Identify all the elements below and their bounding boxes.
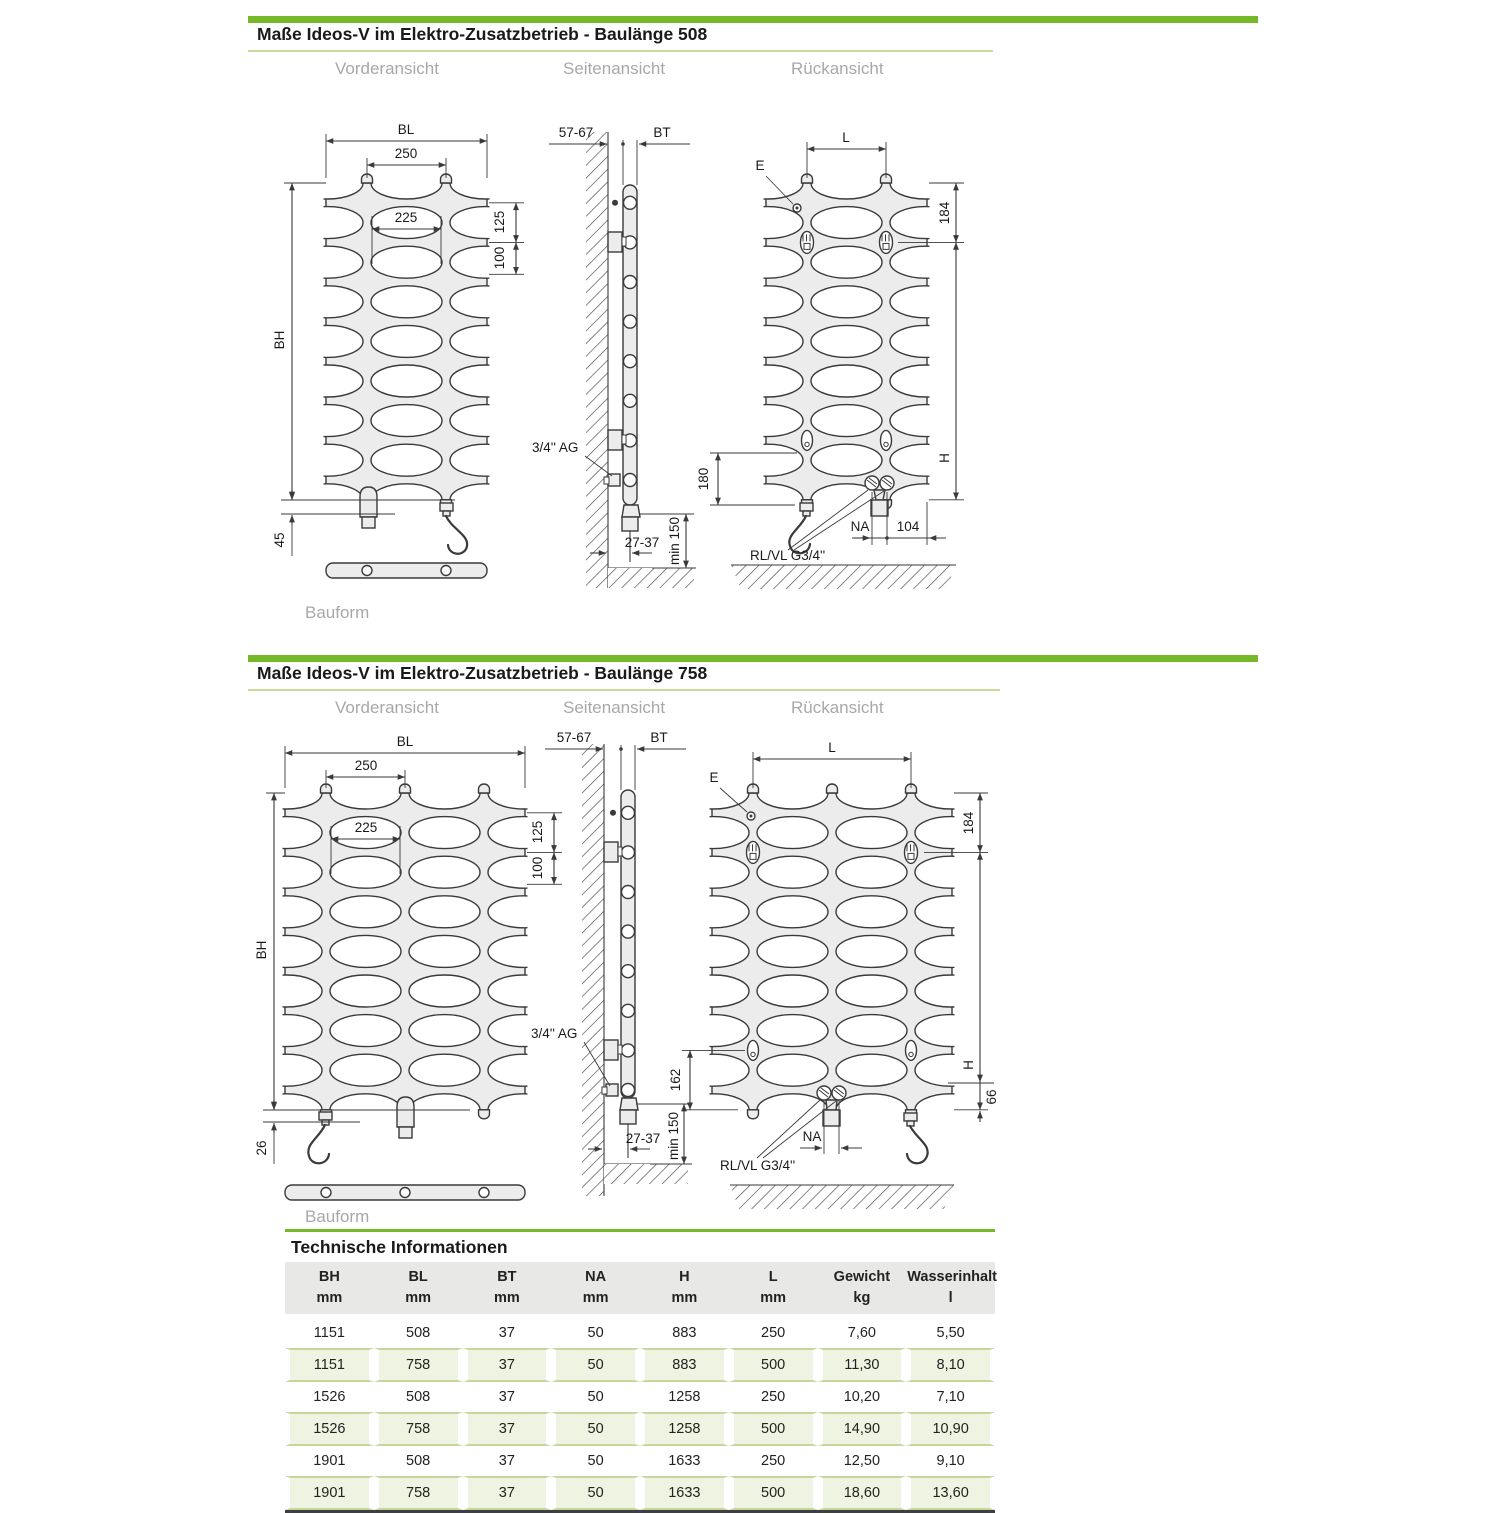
dim-min150: min 150	[667, 516, 682, 566]
table-cell: 883	[640, 1348, 729, 1382]
heating-element-base	[362, 517, 375, 528]
view-label-side-758: Seitenansicht	[563, 698, 666, 717]
valve-circle	[880, 476, 894, 490]
section-divider-508	[248, 50, 993, 52]
side-view-508	[532, 125, 696, 588]
element-knob	[610, 810, 616, 816]
table-row	[285, 1446, 995, 1476]
rear-view-508	[696, 130, 964, 589]
rear-view-758	[668, 740, 999, 1209]
section-bar-508	[248, 16, 1258, 23]
table-cell: 508	[374, 1382, 463, 1412]
bauform-section	[326, 563, 487, 578]
bauform-label: Bauform	[305, 1207, 370, 1226]
dim-104: 104	[896, 519, 920, 534]
table-cell: 758	[374, 1412, 463, 1446]
dim-162: 162	[668, 1068, 683, 1092]
table-cell: 50	[551, 1348, 640, 1382]
element-cone	[622, 505, 640, 517]
table-cell: 758	[374, 1476, 463, 1510]
table-cell: 7,10	[906, 1382, 995, 1412]
table-cell: 508	[374, 1318, 463, 1348]
table-header	[285, 1262, 995, 1318]
table-top-line	[285, 1229, 995, 1232]
label-rlvl: RL/VL G3/4''	[720, 1158, 796, 1173]
column-header: L mm	[729, 1262, 818, 1318]
dim-bh: BH	[272, 330, 287, 350]
table-cell: 1526	[285, 1412, 374, 1446]
label-ag: 3/4'' AG	[532, 440, 579, 455]
view-label-front-508: Vorderansicht	[335, 59, 439, 78]
table-cell: 37	[463, 1318, 552, 1348]
table-cell: 1526	[285, 1382, 374, 1412]
radiator-panel	[678, 777, 986, 1126]
radiator-panel	[251, 777, 559, 1126]
table-cell: 50	[551, 1412, 640, 1446]
section-divider-758	[248, 689, 1000, 691]
label-e: E	[709, 770, 719, 785]
table-row	[285, 1382, 995, 1412]
dim-184: 184	[961, 811, 976, 835]
table-cell: 9,10	[906, 1446, 995, 1476]
cable-fitting	[800, 503, 813, 511]
table-cell: 50	[551, 1318, 640, 1348]
floor-hatch	[608, 568, 694, 588]
view-label-rear-758: Rückansicht	[791, 698, 884, 717]
table-cell: 50	[551, 1446, 640, 1476]
wall-bracket	[608, 232, 622, 252]
dim-l: L	[842, 130, 850, 145]
valve-circle	[817, 1086, 831, 1100]
section-title-508: Maße Ideos-V im Elektro-Zusatzbetrieb - Baulänge 508	[257, 24, 708, 44]
dim-250: 250	[354, 758, 378, 773]
bauform-hole	[362, 566, 372, 576]
table-cell: 1901	[285, 1476, 374, 1510]
section-758-drawing	[251, 730, 999, 1226]
table-cell: 10,20	[818, 1382, 907, 1412]
label-e: E	[755, 158, 765, 173]
table-cell: 1258	[640, 1412, 729, 1446]
cable-fitting	[440, 503, 453, 511]
label-ag: 3/4'' AG	[531, 1026, 578, 1041]
dim-225: 225	[354, 820, 378, 835]
table-title: Technische Informationen	[291, 1237, 508, 1257]
dim-27-37: 27-37	[624, 535, 660, 550]
dim-250: 250	[394, 146, 418, 161]
table-cell: 500	[729, 1476, 818, 1510]
dim-h: H	[961, 1060, 976, 1070]
column-header: Gewicht kg	[818, 1262, 907, 1318]
dim-184: 184	[937, 201, 952, 225]
dim-27-37: 27-37	[625, 1131, 661, 1146]
dim-225: 225	[394, 210, 418, 225]
table-cell: 37	[463, 1412, 552, 1446]
dim-bt: BT	[650, 730, 668, 745]
dim-bh: BH	[254, 940, 269, 960]
element-plug	[620, 1110, 636, 1124]
dim-180: 180	[696, 467, 711, 491]
valve-circle	[832, 1086, 846, 1100]
dim-bl: BL	[397, 122, 415, 137]
heating-element	[360, 487, 377, 517]
view-label-side-508: Seitenansicht	[563, 59, 666, 78]
table-cell: 500	[729, 1412, 818, 1446]
table-cell: 1258	[640, 1382, 729, 1412]
table-cell: 1633	[640, 1476, 729, 1510]
table-cell: 7,60	[818, 1318, 907, 1348]
table-cell: 37	[463, 1446, 552, 1476]
wall-bracket	[604, 1040, 618, 1060]
dim-26: 26	[254, 1140, 269, 1156]
table-cell: 12,50	[818, 1446, 907, 1476]
table-cell: 8,10	[906, 1348, 995, 1382]
dim-min150: min 150	[666, 1111, 681, 1161]
dim-66: 66	[984, 1089, 999, 1105]
table-cell: 13,60	[906, 1476, 995, 1510]
valve-circle	[865, 476, 879, 490]
view-label-rear-508: Rückansicht	[791, 59, 884, 78]
dim-bl: BL	[396, 734, 414, 749]
table-cell: 250	[729, 1318, 818, 1348]
table-row	[285, 1476, 995, 1510]
column-header: BT mm	[463, 1262, 552, 1318]
dim-125: 125	[492, 210, 507, 234]
dim-h: H	[937, 453, 952, 463]
column-header: BL mm	[374, 1262, 463, 1318]
cable-fitting	[319, 1112, 332, 1120]
column-header: Wasserinhalt l	[906, 1262, 995, 1318]
table-cell: 1633	[640, 1446, 729, 1476]
view-label-front-758: Vorderansicht	[335, 698, 439, 717]
radiator-profile	[623, 185, 637, 505]
table-cell: 508	[374, 1446, 463, 1476]
table-cell: 5,50	[906, 1318, 995, 1348]
cable-hook	[308, 1125, 329, 1163]
column-header: BH mm	[285, 1262, 374, 1318]
dim-na: NA	[850, 519, 870, 534]
dim-na: NA	[802, 1129, 822, 1144]
dim-l: L	[828, 740, 836, 755]
table-body	[285, 1318, 995, 1510]
section-title-758: Maße Ideos-V im Elektro-Zusatzbetrieb - Baulänge 758	[257, 663, 708, 683]
element-knob	[612, 200, 618, 206]
cable-hook	[446, 516, 467, 554]
table-cell: 14,90	[818, 1412, 907, 1446]
technical-information-table	[285, 1262, 995, 1513]
dim-57-67: 57-67	[558, 125, 594, 140]
table-row	[285, 1412, 995, 1446]
table-cell: 37	[463, 1348, 552, 1382]
front-view-508	[272, 122, 524, 622]
element-plug	[622, 517, 638, 531]
bauform-label: Bauform	[305, 603, 370, 622]
ag-valve	[606, 1084, 618, 1096]
valve-plug	[871, 500, 888, 516]
wall-bracket	[608, 430, 622, 450]
table-cell: 250	[729, 1446, 818, 1476]
front-view-758	[251, 734, 562, 1226]
side-view-758	[531, 730, 692, 1196]
table-cell: 758	[374, 1348, 463, 1382]
table-cell: 50	[551, 1476, 640, 1510]
floor-hatch	[604, 1164, 688, 1184]
element-cone	[620, 1098, 638, 1110]
wall-hatch	[586, 132, 608, 588]
section-508-drawing	[272, 122, 964, 622]
cable-fitting	[904, 1113, 917, 1121]
dim-125: 125	[530, 820, 545, 844]
dim-100: 100	[492, 246, 507, 270]
table-cell: 883	[640, 1318, 729, 1348]
table-row	[285, 1348, 995, 1382]
table-cell: 37	[463, 1382, 552, 1412]
radiator-panel	[732, 167, 961, 516]
dim-57-67: 57-67	[556, 730, 592, 745]
table-cell: 1151	[285, 1318, 374, 1348]
heating-element	[397, 1097, 414, 1127]
table-cell: 500	[729, 1348, 818, 1382]
valve-plug	[823, 1110, 840, 1126]
table-cell: 50	[551, 1382, 640, 1412]
floor-hatch	[730, 1185, 954, 1209]
table-cell: 250	[729, 1382, 818, 1412]
dim-45: 45	[272, 532, 287, 548]
column-header: H mm	[640, 1262, 729, 1318]
table-cell: 37	[463, 1476, 552, 1510]
dim-bt: BT	[653, 125, 671, 140]
table-header-row	[285, 1262, 995, 1318]
table-cell: 18,60	[818, 1476, 907, 1510]
table-cell: 11,30	[818, 1348, 907, 1382]
bauform-hole	[441, 566, 451, 576]
table-cell: 1901	[285, 1446, 374, 1476]
floor-hatch	[731, 565, 956, 589]
label-rlvl: RL/VL G3/4''	[750, 548, 826, 563]
table-cell: 1151	[285, 1348, 374, 1382]
section-bar-758	[248, 655, 1258, 662]
table-row	[285, 1318, 995, 1348]
cable-hook	[907, 1126, 928, 1163]
column-header: NA mm	[551, 1262, 640, 1318]
dim-100: 100	[530, 856, 545, 880]
table-cell: 10,90	[906, 1412, 995, 1446]
wall-hatch	[582, 744, 604, 1196]
heating-element-base	[399, 1127, 412, 1138]
ag-valve	[608, 474, 620, 486]
wall-bracket	[604, 842, 618, 862]
